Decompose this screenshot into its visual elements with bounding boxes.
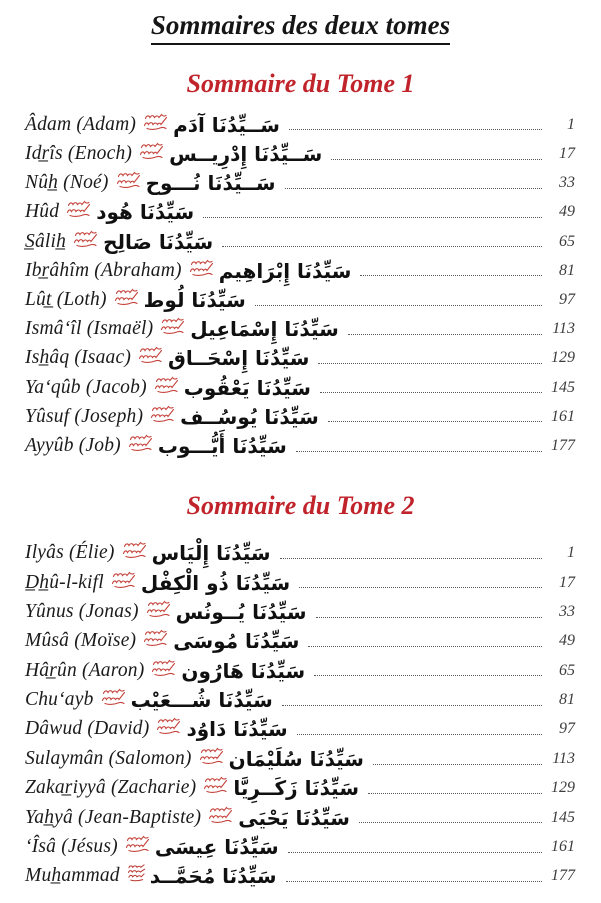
entry-arabic-name: سَيِّدُنَا يَعْقُوب xyxy=(183,375,311,400)
toc-entry-row xyxy=(0,431,601,460)
toc-entry-row xyxy=(0,627,601,656)
entry-arabic-name: سَيِّدُنَا دَاوُد xyxy=(186,717,288,742)
dotted-leader xyxy=(288,852,542,853)
toc-entry-row xyxy=(0,656,601,685)
entry-page-number: 49 xyxy=(559,203,575,221)
entry-latin-name: Ya‘qûb (Jacob) xyxy=(25,376,147,398)
entry-latin-name: Yûsuf (Joseph) xyxy=(25,405,144,427)
alayhi-salam-icon xyxy=(160,316,186,340)
alayhi-salam-icon xyxy=(150,404,176,428)
entry-page-number: 177 xyxy=(551,867,575,885)
entry-latin-name: D̲h̲û-l-kifl xyxy=(25,571,104,593)
entry-arabic-name: سَيِّدُنَا مُوسَى xyxy=(173,629,300,654)
dotted-leader xyxy=(289,129,542,130)
entry-latin-name: Lût̲ (Loth) xyxy=(25,289,107,310)
dotted-leader xyxy=(360,275,542,276)
entry-latin-name: Hûd xyxy=(25,201,60,223)
entry-arabic-name: سَيِّدُنَا صَالِح xyxy=(103,229,214,254)
alayhi-salam-icon xyxy=(143,628,169,652)
entry-latin-name: Idr̲îs (Enoch) xyxy=(25,143,133,165)
entry-latin-name: Muh̲ammad xyxy=(25,865,120,887)
toc-list-tome-1 xyxy=(0,110,601,460)
entry-arabic-name: سَيِّدُنَا هُود xyxy=(96,200,195,225)
entry-latin-name: Hâr̲ûn (Aaron) xyxy=(25,659,145,681)
entry-arabic-name: سَــيِّدُنَا إِدْرِيــس xyxy=(169,142,323,167)
entry-arabic-name: سَيِّدُنَا إِسْحَــاق xyxy=(168,346,310,371)
toc-entry-row xyxy=(0,803,601,832)
entry-arabic-name: سَيِّدُنَا مُحَمَّــد xyxy=(149,864,277,889)
dotted-leader xyxy=(285,188,542,189)
alayhi-salam-icon xyxy=(208,805,234,829)
alayhi-salam-icon xyxy=(66,199,92,223)
entry-arabic-name: سَيِّدُنَا إِسْمَاعِيل xyxy=(190,317,339,342)
dotted-leader xyxy=(308,646,542,647)
alayhi-salam-icon xyxy=(156,716,182,740)
toc-entry-row xyxy=(0,744,601,773)
entry-arabic-name: سَيِّدُنَا هَارُون xyxy=(181,658,306,683)
entry-latin-name: Ayyûb (Job) xyxy=(25,434,121,456)
entry-page-number: 113 xyxy=(552,749,575,767)
entry-arabic-name: سَيِّدُنَا ذُو الْكِفْل xyxy=(140,570,291,595)
entry-latin-name: Chu‘ayb xyxy=(25,689,94,711)
alayhi-salam-icon xyxy=(116,170,142,194)
dotted-leader xyxy=(286,881,542,882)
entry-latin-name: Zakar̲iyyâ (Zacharie) xyxy=(25,777,197,799)
entry-arabic-name: سَيِّدُنَا سُلَيْمَان xyxy=(228,746,364,771)
alayhi-salam-icon xyxy=(189,258,215,282)
alayhi-salam-icon xyxy=(125,834,151,858)
entry-latin-name: Dâwud (David) xyxy=(25,718,150,740)
entry-page-number: 145 xyxy=(551,808,575,826)
dotted-leader xyxy=(314,675,542,676)
toc-entry-row xyxy=(0,344,601,373)
alayhi-salam-icon xyxy=(122,540,148,564)
toc-entry-row xyxy=(0,227,601,256)
alayhi-salam-icon xyxy=(146,599,172,623)
alayhi-salam-icon xyxy=(111,570,137,594)
alayhi-salam-icon xyxy=(203,775,229,799)
toc-entry-row xyxy=(0,139,601,168)
alayhi-salam-icon xyxy=(128,433,154,457)
entry-arabic-name: سَيِّدُنَا إِبْرَاهِيم xyxy=(218,258,352,283)
toc-entry-row xyxy=(0,832,601,861)
dotted-leader xyxy=(222,246,542,247)
entry-arabic-name: سَيِّدُنَا يَحْيَى xyxy=(238,805,350,830)
alayhi-salam-icon xyxy=(73,229,99,253)
toc-entry-row xyxy=(0,538,601,567)
entry-latin-name: Ish̲âq (Isaac) xyxy=(25,347,132,369)
toc-list-tome-2 xyxy=(0,538,601,891)
entry-arabic-name: سَيِّدُنَا أَيُّـــوب xyxy=(157,433,287,458)
entry-arabic-name: سَيِّدُنَا عِيسَى xyxy=(154,835,279,860)
entry-page-number: 113 xyxy=(552,320,575,338)
dotted-leader xyxy=(297,734,542,735)
toc-entry-row xyxy=(0,568,601,597)
toc-entry-row xyxy=(0,285,601,314)
toc-entry-row xyxy=(0,715,601,744)
toc-entry-row xyxy=(0,862,601,891)
entry-arabic-name: سَيِّدُنَا شُـــعَيْب xyxy=(130,688,273,713)
entry-page-number: 1 xyxy=(567,544,575,562)
entry-latin-name: S̲âlih̲ xyxy=(25,230,67,252)
entry-page-number: 129 xyxy=(551,349,575,367)
toc-entry-row xyxy=(0,110,601,139)
entry-page-number: 97 xyxy=(559,720,575,738)
entry-latin-name: Âdam (Adam) xyxy=(25,113,137,135)
toc-entry-row xyxy=(0,402,601,431)
entry-page-number: 65 xyxy=(559,232,575,250)
toc-entry-row xyxy=(0,256,601,285)
entry-page-number: 81 xyxy=(559,261,575,279)
dotted-leader xyxy=(255,305,542,306)
toc-entry-row xyxy=(0,685,601,714)
dotted-leader xyxy=(348,334,542,335)
toc-entry-row xyxy=(0,774,601,803)
entry-page-number: 33 xyxy=(559,174,575,192)
entry-latin-name: Ibr̲âhîm (Abraham) xyxy=(25,259,182,281)
entry-latin-name: Sulaymân (Salomon) xyxy=(25,747,192,769)
entry-page-number: 97 xyxy=(559,291,575,308)
entry-arabic-name: سَيِّدُنَا إِلْيَاس xyxy=(151,541,271,566)
entry-arabic-name: سَيِّدُنَا زَكَــرِيَّا xyxy=(233,776,359,801)
entry-page-number: 17 xyxy=(559,145,575,163)
dotted-leader xyxy=(296,451,542,452)
dotted-leader xyxy=(320,392,542,393)
entry-page-number: 177 xyxy=(551,436,575,454)
dotted-leader xyxy=(373,764,542,765)
alayhi-salam-icon xyxy=(114,287,140,311)
entry-page-number: 17 xyxy=(559,573,575,591)
dotted-leader xyxy=(203,217,542,218)
entry-arabic-name: سَيِّدُنَا لُوط xyxy=(143,288,246,312)
page-title-text: Sommaires des deux tomes xyxy=(151,9,450,45)
entry-arabic-name: سَيِّدُنَا يُــونُس xyxy=(175,599,307,624)
dotted-leader xyxy=(280,558,542,559)
entry-arabic-name: سَيِّدُنَا يُوسُــف xyxy=(180,404,319,429)
entry-page-number: 65 xyxy=(559,661,575,679)
dotted-leader xyxy=(316,617,542,618)
toc-entry-row xyxy=(0,198,601,227)
entry-page-number: 161 xyxy=(551,407,575,425)
saws-icon xyxy=(127,863,146,887)
entry-page-number: 129 xyxy=(551,779,575,797)
entry-page-number: 145 xyxy=(551,378,575,396)
alayhi-salam-icon xyxy=(151,658,177,682)
entry-arabic-name: سَــيِّدُنَا نُـــوح xyxy=(145,171,276,196)
alayhi-salam-icon xyxy=(143,112,169,136)
section-heading-tome-2: Sommaire du Tome 2 xyxy=(186,490,415,520)
entry-latin-name: Ilyâs (Élie) xyxy=(25,542,115,564)
entry-page-number: 1 xyxy=(567,115,575,133)
page-title xyxy=(0,0,601,45)
alayhi-salam-icon xyxy=(101,687,127,711)
toc-entry-row xyxy=(0,169,601,198)
entry-page-number: 49 xyxy=(559,632,575,650)
entry-latin-name: Yûnus (Jonas) xyxy=(25,600,139,622)
entry-page-number: 161 xyxy=(551,838,575,856)
section-heading-tome-1: Sommaire du Tome 1 xyxy=(186,69,415,99)
alayhi-salam-icon xyxy=(138,345,164,369)
entry-latin-name: ‘Îsâ (Jésus) xyxy=(25,836,118,858)
dotted-leader xyxy=(359,822,542,823)
dotted-leader xyxy=(318,363,542,364)
entry-latin-name: Nûh̲ (Noé) xyxy=(25,172,109,194)
toc-entry-row xyxy=(0,373,601,402)
dotted-leader xyxy=(328,421,542,422)
dotted-leader xyxy=(299,587,542,588)
toc-entry-row xyxy=(0,597,601,626)
alayhi-salam-icon xyxy=(199,746,225,770)
dotted-leader xyxy=(282,705,542,706)
alayhi-salam-icon xyxy=(154,375,180,399)
dotted-leader xyxy=(368,793,542,794)
dotted-leader xyxy=(331,159,542,160)
alayhi-salam-icon xyxy=(139,141,165,165)
entry-latin-name: Yah̲yâ (Jean-Baptiste) xyxy=(25,806,202,828)
entry-page-number: 33 xyxy=(559,602,575,620)
entry-latin-name: Mûsâ (Moïse) xyxy=(25,630,137,652)
toc-entry-row xyxy=(0,315,601,344)
entry-page-number: 81 xyxy=(559,691,575,709)
entry-latin-name: Ismâ‘îl (Ismaël) xyxy=(25,318,154,340)
entry-arabic-name: سَــيِّدُنَا آدَم xyxy=(173,112,280,137)
